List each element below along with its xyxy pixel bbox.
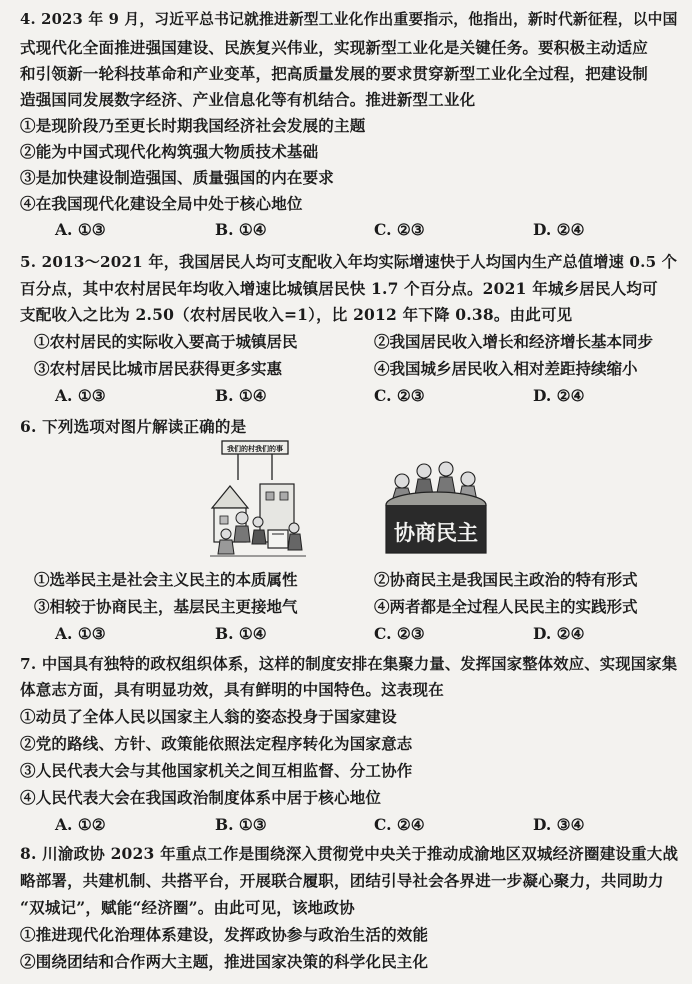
q6-answer-d: D. ②④ (533, 624, 585, 643)
q4-answer-b: B. ①④ (215, 220, 267, 239)
q7-option-4: ④人民代表大会在我国政治制度体系中居于核心地位 (20, 788, 382, 807)
q7-answer-d: D. ③④ (533, 815, 585, 834)
q4-option-3: ③是加快建设制造强国、质量强国的内在要求 (20, 168, 335, 187)
q7-option-1: ①动员了全体人民以国家主人翁的姿态投身于国家建设 (20, 707, 397, 726)
q6-stem: 6. 下列选项对图片解读正确的是 (20, 417, 247, 436)
q8-option-2: ②围绕团结和合作两大主题，推进国家决策的科学化民主化 (20, 952, 429, 971)
q5-answer-c: C. ②③ (374, 386, 425, 405)
q5-option-3: ③农村居民比城市居民获得更多实惠 (34, 359, 283, 378)
consultative-democracy-cartoon (382, 455, 492, 563)
q8-stem-line-3: “双城记”，赋能“经济圈”。由此可见，该地政协 (20, 898, 355, 917)
grassroots-democracy-cartoon (208, 438, 308, 566)
q4-stem-line-4: 造强国同发展数字经济、产业信息化等有机结合。推进新型工业化 (20, 90, 476, 109)
q4-stem-line-2: 式现代化全面推进强国建设、民族复兴伟业，实现新型工业化是关键任务。要积极主动适应 (20, 38, 649, 57)
q4-answer-d: D. ②④ (533, 220, 585, 239)
q7-answer-c: C. ②④ (374, 815, 425, 834)
q6-option-1: ①选举民主是社会主义民主的本质属性 (34, 570, 298, 589)
q6-answer-a: A. ①③ (55, 624, 106, 643)
q5-answer-d: D. ②④ (533, 386, 585, 405)
q4-option-2: ②能为中国式现代化构筑强大物质技术基础 (20, 142, 319, 161)
q7-stem-line-2: 体意志方面，具有明显功效，具有鲜明的中国特色。这表现在 (20, 680, 444, 699)
q7-option-2: ②党的路线、方针、政策能依照法定程序转化为国家意志 (20, 734, 413, 753)
q6-option-4: ④两者都是全过程人民民主的实践形式 (374, 597, 638, 616)
q4-stem-line-3: 和引领新一轮科技革命和产业变革，把高质量发展的要求贯穿新型工业化全过程，把建设制 (20, 64, 649, 83)
q5-option-2: ②我国居民收入增长和经济增长基本同步 (374, 332, 654, 351)
cartoon-sign-text: 我们的村我们的事 (227, 445, 283, 453)
q8-stem-line-1: 8. 川渝政协 2023 年重点工作是围绕深入贯彻党中央关于推动成渝地区双城经济圈建设重大战 (20, 844, 679, 863)
q5-option-4: ④我国城乡居民收入相对差距持续缩小 (374, 359, 638, 378)
q5-answer-b: B. ①④ (215, 386, 267, 405)
q7-stem-line-1: 7. 中国具有独特的政权组织体系，这样的制度安排在集聚力量、发挥国家整体效应、实现国家集 (20, 655, 678, 673)
q4-stem-line-1: 4. 2023 年 9 月，习近平总书记就推进新型工业化作出重要指示，他指出，新时代新征程，以中国 (20, 11, 678, 28)
q5-option-1: ①农村居民的实际收入要高于城镇居民 (34, 332, 298, 351)
cartoon-label-text: 协商民主 (394, 521, 478, 545)
q7-answer-a: A. ①② (55, 815, 106, 834)
q4-answer-a: A. ①③ (55, 220, 106, 239)
q6-answer-b: B. ①④ (215, 624, 267, 643)
q6-option-3: ③相较于协商民主，基层民主更接地气 (34, 597, 298, 616)
q5-stem-line-1: 5. 2013～2021 年，我国居民人均可支配收入年均实际增速快于人均国内生产总值增速 0.5 个 (20, 253, 678, 271)
q5-answer-a: A. ①③ (55, 386, 106, 405)
q8-stem-line-2: 略部署，共建机制、共搭平台，开展联合履职，团结引导社会各界进一步凝心聚力，共同助力 (20, 871, 664, 890)
q4-option-1: ①是现阶段乃至更长时期我国经济社会发展的主题 (20, 116, 366, 135)
q4-option-4: ④在我国现代化建设全局中处于核心地位 (20, 194, 303, 213)
q5-stem-line-2: 百分点，其中农村居民年均收入增速比城镇居民快 1.7 个百分点。2021 年城乡居民人均可 (20, 279, 658, 298)
q8-option-1: ①推进现代化治理体系建设，发挥政协参与政治生活的效能 (20, 925, 429, 944)
q7-answer-b: B. ①③ (215, 815, 267, 834)
q7-option-3: ③人民代表大会与其他国家机关之间互相监督、分工协作 (20, 761, 413, 780)
q5-stem-line-3: 支配收入之比为 2.50（农村居民收入=1），比 2012 年下降 0.38。由此可见 (20, 305, 573, 324)
q6-option-2: ②协商民主是我国民主政治的特有形式 (374, 570, 638, 589)
q4-answer-c: C. ②③ (374, 220, 425, 239)
q6-answer-c: C. ②③ (374, 624, 425, 643)
